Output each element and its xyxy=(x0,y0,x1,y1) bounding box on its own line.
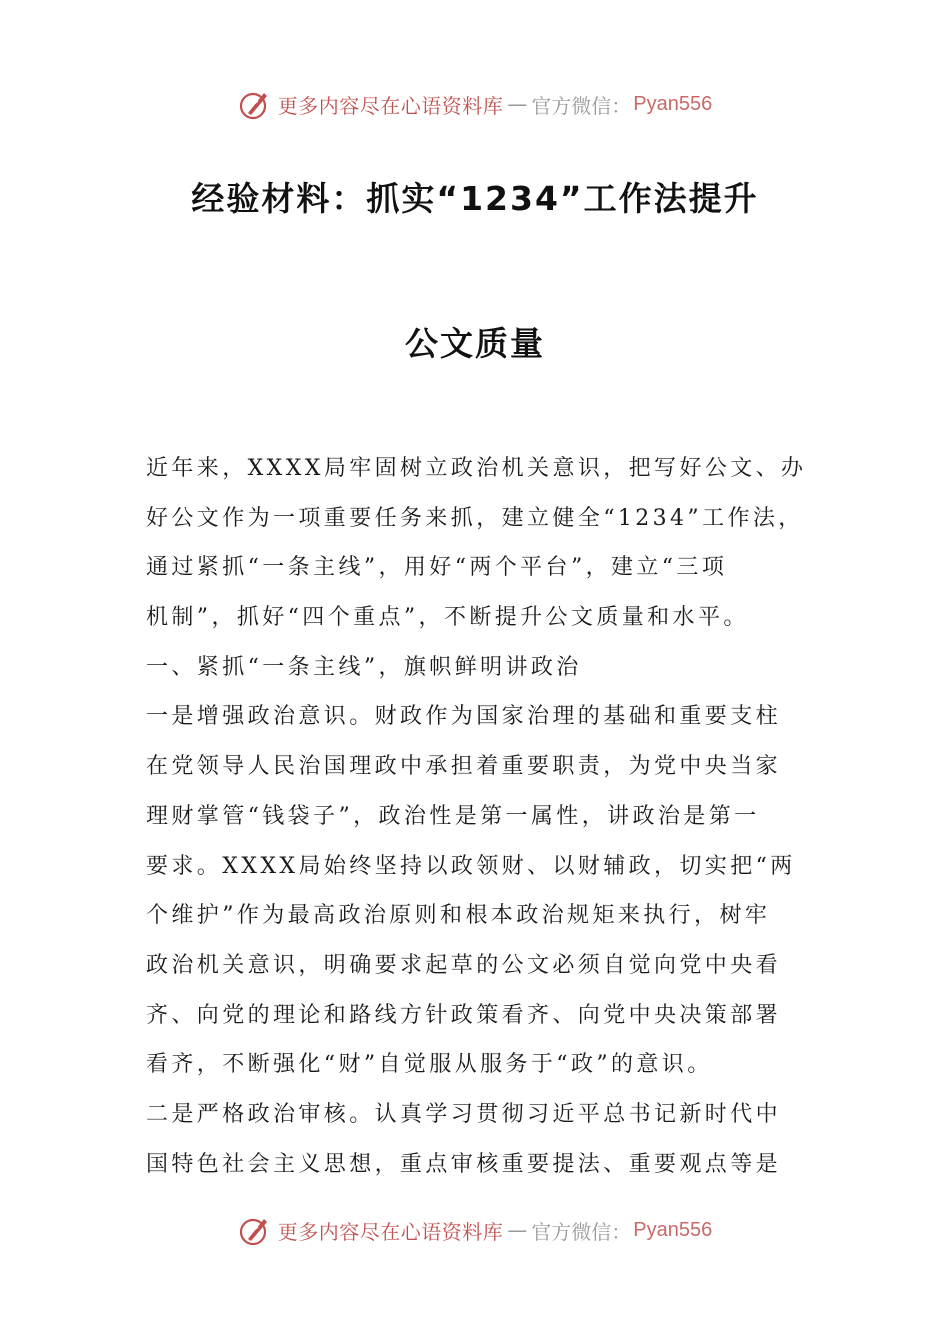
document-title-line-2: 公文质量 xyxy=(405,324,545,363)
watermark-text: 更多内容尽在心语资料库 xyxy=(277,1219,504,1244)
body-line: 国特色社会主义思想，重点审核重要提法、重要观点等是 xyxy=(146,1151,782,1177)
body-line: 机制”，抓好“四个重点”，不断提升公文质量和水平。 xyxy=(146,605,749,631)
body-line: 近年来，XXXX局牢固树立政治机关意识，把写好公文、办 xyxy=(146,456,807,481)
body-line: 好公文作为一项重要任务来抓，建立健全“1234”工作法， xyxy=(146,505,804,531)
watermark-wechat-id: Pyan556 xyxy=(633,1218,713,1241)
watermark-wechat-id: Pyan556 xyxy=(633,92,713,115)
watermark-wechat-label: 官方微信： xyxy=(531,1219,632,1244)
watermark-dash: — xyxy=(507,92,528,116)
body-line: 要求。XXXX局始终坚持以政领财、以财辅政，切实把“两 xyxy=(146,853,796,879)
body-line: 个维护”作为最高政治原则和根本政治规矩来执行，树牢 xyxy=(146,903,771,929)
footer-watermark xyxy=(0,1210,950,1250)
body-line: 看齐，不断强化“财”自觉服从服务于“政”的意识。 xyxy=(146,1052,713,1078)
body-line: 齐、向党的理论和路线方针政策看齐、向党中央决策部署 xyxy=(146,1002,782,1028)
body-line: 通过紧抓“一条主线”，用好“两个平台”，建立“三项 xyxy=(146,555,728,581)
header-watermark xyxy=(0,84,950,124)
watermark-dash: — xyxy=(507,1218,528,1242)
body-line: 政治机关意识，明确要求起草的公文必须自觉向党中央看 xyxy=(146,952,782,978)
watermark-wechat-label: 官方微信： xyxy=(531,93,632,118)
quill-pen-logo-icon xyxy=(238,1213,272,1247)
watermark-text: 更多内容尽在心语资料库 xyxy=(277,93,504,118)
body-line: 理财掌管“钱袋子”，政治性是第一属性，讲政治是第一 xyxy=(146,803,760,829)
section-heading: 一、紧抓“一条主线”，旗帜鲜明讲政治 xyxy=(146,654,582,680)
document-title-line-1: 经验材料：抓实“1234”工作法提升 xyxy=(191,179,759,218)
quill-pen-logo-icon xyxy=(238,87,272,121)
body-line: 一是增强政治意识。财政作为国家治理的基础和重要支柱 xyxy=(146,704,782,730)
body-line: 在党领导人民治国理政中承担着重要职责，为党中央当家 xyxy=(146,754,782,780)
body-line: 二是严格政治审核。认真学习贯彻习近平总书记新时代中 xyxy=(146,1101,782,1127)
document-body xyxy=(146,444,808,1189)
